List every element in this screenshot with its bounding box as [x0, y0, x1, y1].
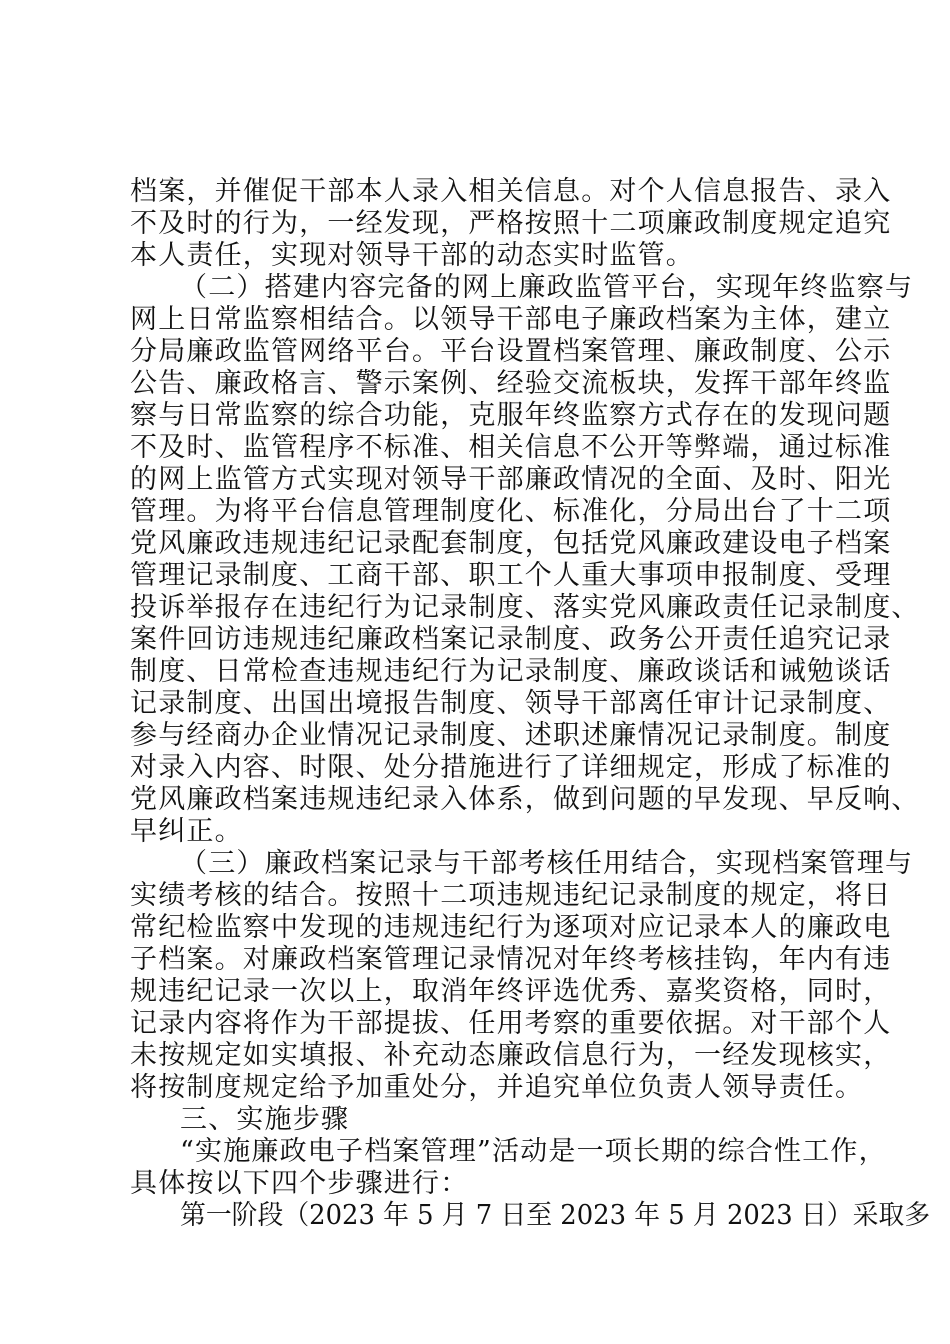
text-line: 管理记录制度、工商干部、职工个人重大事项申报制度、受理 [130, 560, 892, 591]
text-line: 察与日常监察的综合功能，克服年终监察方式存在的发现问题 [130, 400, 892, 431]
text-line: 网上日常监察相结合。以领导干部电子廉政档案为主体，建立 [130, 304, 892, 335]
text-line: 记录内容将作为干部提拔、任用考察的重要依据。对干部个人 [130, 1008, 892, 1039]
text-line: 投诉举报存在违纪行为记录制度、落实党风廉政责任记录制度、 [130, 592, 920, 623]
text-line: 制度、日常检查违规违纪行为记录制度、廉政谈话和诫勉谈话 [130, 656, 892, 687]
text-line: 案件回访违规违纪廉政档案记录制度、政务公开责任追究记录 [130, 624, 892, 655]
text-line: 党风廉政档案违规违纪录入体系，做到问题的早发现、早反响、 [130, 784, 920, 815]
text-line: 常纪检监察中发现的违规违纪行为逐项对应记录本人的廉政电 [130, 912, 892, 943]
text-line: 子档案。对廉政档案管理记录情况对年终考核挂钩，年内有违 [130, 944, 892, 975]
text-line: 未按规定如实填报、补充动态廉政信息行为，一经发现核实， [130, 1040, 892, 1071]
section-heading: 三、实施步骤 [180, 1104, 350, 1135]
text-line: 第一阶段（2023 年 5 月 7 日至 2023 年 5 月 2023 日）采取多 [180, 1200, 931, 1231]
text-line: 党风廉政违规违纪记录配套制度，包括党风廉政建设电子档案 [130, 528, 892, 559]
text-line: 档案，并催促干部本人录入相关信息。对个人信息报告、录入 [130, 176, 892, 207]
text-line: “实施廉政电子档案管理”活动是一项长期的综合性工作， [180, 1136, 887, 1167]
text-line: 实绩考核的结合。按照十二项违规违纪记录制度的规定，将日 [130, 880, 892, 911]
text-line: 规违纪记录一次以上，取消年终评选优秀、嘉奖资格，同时， [130, 976, 892, 1007]
paragraph-heading-2: （二）搭建内容完备的网上廉政监管平台，实现年终监察与 [180, 272, 914, 303]
paragraph-heading-3: （三）廉政档案记录与干部考核任用结合，实现档案管理与 [180, 848, 914, 879]
text-line: 不及时、监管程序不标准、相关信息不公开等弊端，通过标准 [130, 432, 892, 463]
text-line: 管理。为将平台信息管理制度化、标准化，分局出台了十二项 [130, 496, 892, 527]
text-line: 的网上监管方式实现对领导干部廉政情况的全面、及时、阳光 [130, 464, 892, 495]
text-line: 参与经商办企业情况记录制度、述职述廉情况记录制度。制度 [130, 720, 892, 751]
text-line: 将按制度规定给予加重处分，并追究单位负责人领导责任。 [130, 1072, 864, 1103]
text-line: 记录制度、出国出境报告制度、领导干部离任审计记录制度、 [130, 688, 892, 719]
text-line: 公告、廉政格言、警示案例、经验交流板块，发挥干部年终监 [130, 368, 892, 399]
text-line: 早纠正。 [130, 816, 243, 847]
text-line: 分局廉政监管网络平台。平台设置档案管理、廉政制度、公示 [130, 336, 892, 367]
text-line: 不及时的行为，一经发现，严格按照十二项廉政制度规定追究 [130, 208, 892, 239]
text-line: 具体按以下四个步骤进行： [130, 1168, 469, 1199]
text-line: 对录入内容、时限、处分措施进行了详细规定，形成了标准的 [130, 752, 892, 783]
text-line: 本人责任，实现对领导干部的动态实时监管。 [130, 240, 694, 271]
